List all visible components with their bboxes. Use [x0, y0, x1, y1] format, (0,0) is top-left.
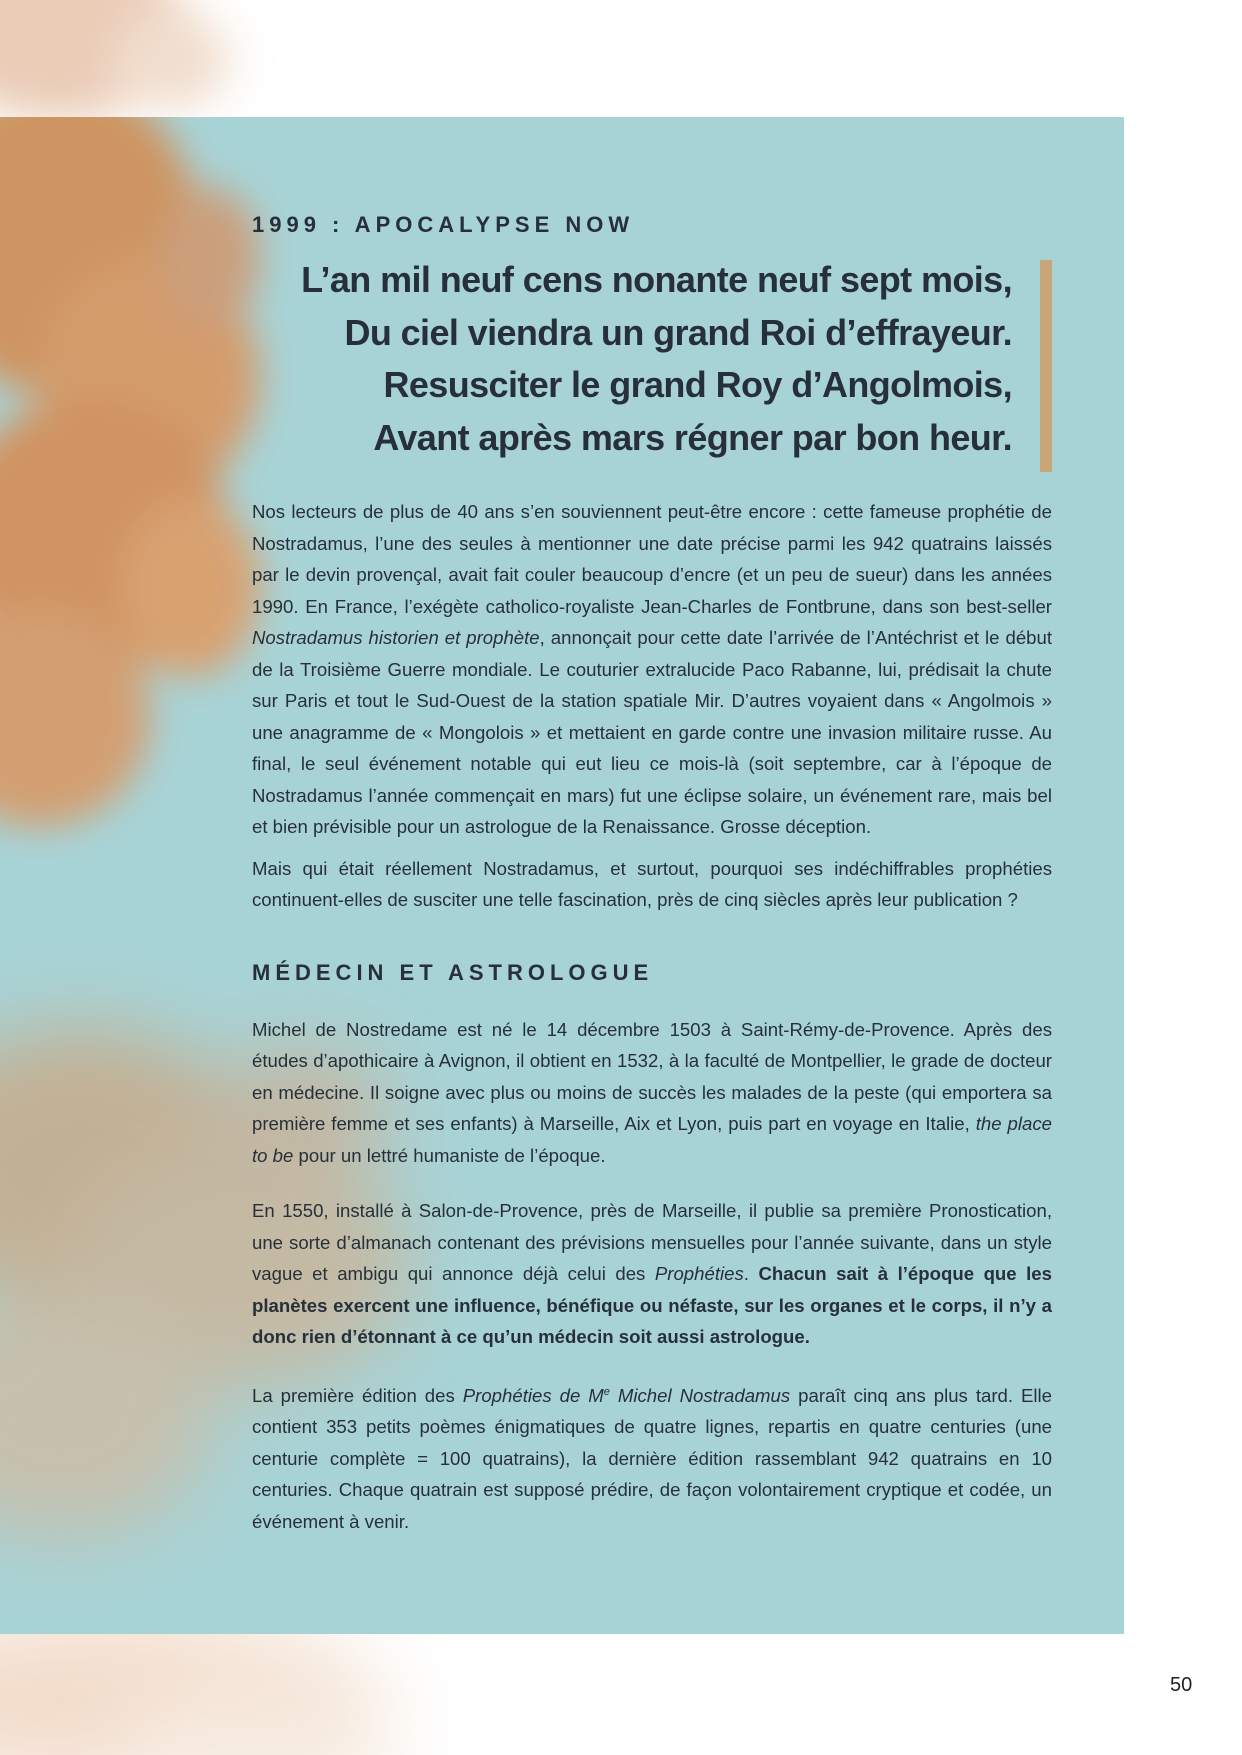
text-run: La première édition des [252, 1384, 463, 1406]
superscript: e [603, 1385, 610, 1398]
question-paragraph: Mais qui était réellement Nostradamus, et surtout, pourquoi ses indéchiffrables prophéties continuent-elles de susciter une telle fascination, près de cinq siècles après leur publication ? [252, 857, 1052, 910]
italic-title: Prophéties [654, 1263, 744, 1284]
biography-paragraph [252, 1014, 1052, 1172]
pronostication-paragraph [252, 1195, 1052, 1353]
italic-phrase: the place to be [252, 1113, 1052, 1166]
text-run: Michel de Nostredame est né le 14 décembre 1503 à Saint-Rémy-de-Provence. Après des études d’apothicaire à Avignon, il obtient en 1532, à la faculté de Montpellier, le grade de docteur en médecine. Il soigne avec plus ou moins de succès les malades de la peste (qui emportera sa première femme et ses enfants) à Marseille, Aix et Lyon, puis part en voyage en Italie, [252, 1018, 1052, 1134]
book-title: Nostradamus historien et prophète [252, 627, 540, 648]
section-heading: MÉDECIN ET ASTROLOGUE [252, 959, 654, 985]
quatrain-block [252, 254, 1052, 468]
quatrain-line: Du ciel viendra un grand Roi d’effrayeur. [344, 311, 1012, 353]
intro-paragraph [252, 496, 1052, 843]
italic-title: Prophéties de M [462, 1384, 604, 1406]
section-kicker: 1999 : APOCALYPSE NOW [252, 212, 635, 237]
text-run: pour un lettré humaniste de l’époque. [293, 1144, 606, 1166]
italic-title: Michel Nostradamus [609, 1384, 791, 1406]
first-edition-paragraph [252, 1377, 1052, 1538]
text-run: . [743, 1263, 759, 1284]
text-run: paraît cinq ans plus tard. Elle contient 353 petits poèmes énigmatiques de quatre lignes, repartis en quatre centuries (une centurie complète = 100 quatrains), la dernière édition rassemblant 942 quatrains en 10 centuries. Chaque quatrain est supposé prédire, de façon volontairement cryptique et codée, un événement à venir. [252, 1384, 1053, 1532]
quatrain [252, 254, 1012, 464]
text-run: Nos lecteurs de plus de 40 ans s’en souviennent peut-être encore : cette fameuse prophétie de Nostradamus, l’une des seules à mentionner une date précise parmi les 942 quatrains laissés par le devin provençal, avait fait couler beaucoup d’encre (et un peu de sueur) dans les années 1990. En France, l’exégète catholico-royaliste Jean-Charles de Fontbrune, dans son best-seller [252, 501, 1052, 617]
text-run: , annonçait pour cette date l’arrivée de l’Antéchrist et le début de la Troisième Guerre mondiale. Le couturier extralucide Paco Rabanne, lui, prédisait la chute sur Paris et tout le Sud-Ouest de la station spatiale Mir. D’autres voyaient dans « Angolmois » une anagramme de « Mongolois » et mettaient en garde contre une invasion militaire russe. Au final, le seul événement notable qui eut lieu ce mois-là (soit septembre, car à l’époque de Nostradamus l’année commençait en mars) fut une éclipse solaire, un événement rare, mais bel et bien prévisible pour un astrologue de la Renaissance. Grosse déception. [252, 627, 1053, 837]
quatrain-line: Avant après mars régner par bon heur. [373, 416, 1012, 458]
article-body [252, 212, 1052, 1537]
page-number: 50 [1170, 1674, 1193, 1696]
quote-accent-bar [1040, 260, 1052, 472]
emphasis-sentence: Chacun sait à l’époque que les planètes exercent une influence, bénéfique ou néfaste, sur les organes et le corps, il n’y a donc rien d’étonnant à ce qu’un médecin soit aussi astrologue. [252, 1263, 1052, 1347]
text-run: En 1550, installé à Salon-de-Provence, près de Marseille, il publie sa première Pronostication, une sorte d’almanach contenant des prévisions mensuelles pour l’année suivante, dans un style vague et ambigu qui annonce déjà celui des [252, 1200, 1052, 1284]
quatrain-line: Resusciter le grand Roy d’Angolmois, [383, 364, 1012, 405]
quatrain-line: L’an mil neuf cens nonante neuf sept mois, [301, 259, 1012, 300]
